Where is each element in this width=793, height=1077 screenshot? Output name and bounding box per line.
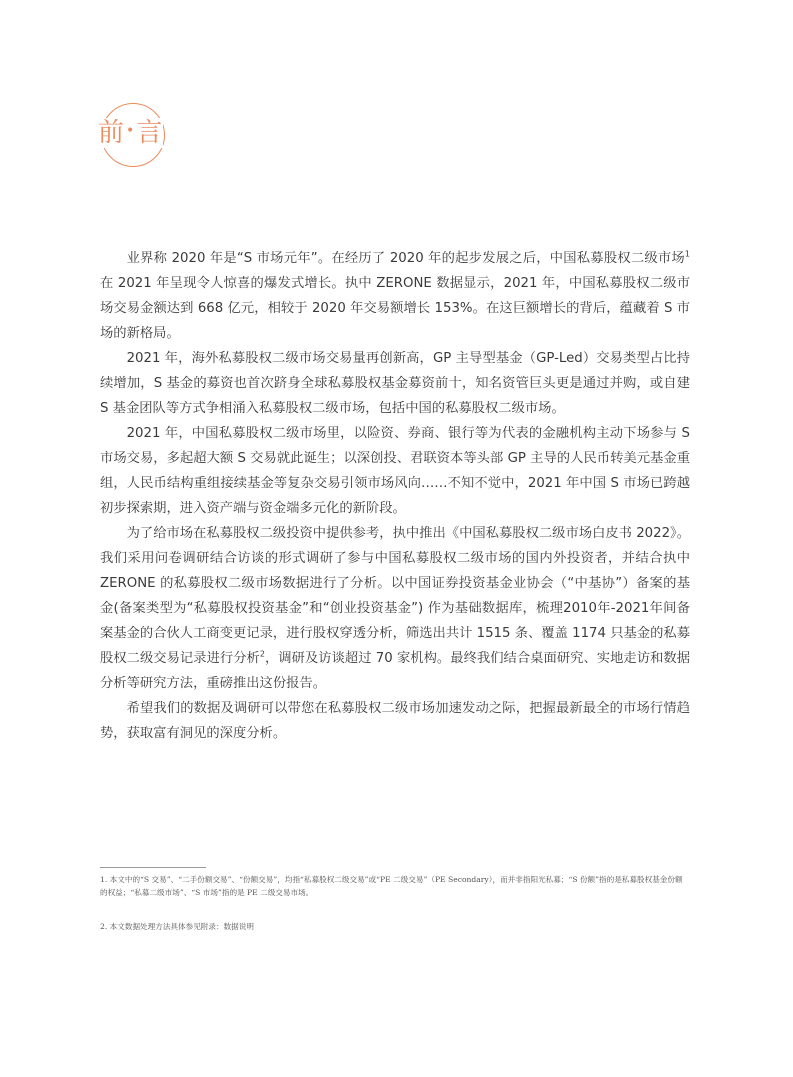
paragraph-4-part-a: 为了给市场在私募股权二级投资中提供参考，执中推出《中国私募股权二级市场白皮书 2022》。我们采用问卷调研结合访谈的形式调研了参与中国私募股权二级市场的国内外投资者，并结合执中 ZERONE 的私募股权二级市场数据进行了分析。以中国证券投资基金业协会（“中基协”）备案的基金(备案类型为“私募股权投资基金”和“创业投资基金”) 作为基础数据库，梳理2010年-2021年间备案基金的合伙人工商变更记录，进行股权穿透分析，筛选出共计 1515 条、覆盖 1174 只基金的私募股权二级交易记录进行分析: [100, 526, 690, 666]
paragraph-1-part-b: 在 2021 年呈现令人惊喜的爆发式增长。执中 ZERONE 数据显示，2021 年，中国私募股权二级市场交易金额达到 668 亿元，相较于 2020 年交易额增长 153%。在这巨额增长的背后，蕴藏着 S 市场的新格局。: [100, 276, 690, 341]
preface-heading: [98, 103, 188, 169]
body-text: [100, 246, 690, 746]
paragraph-1: [100, 246, 690, 346]
footnote-divider: [100, 867, 206, 868]
paragraph-4-part-b: ，调研及访谈超过 70 家机构。最终我们结合桌面研究、实地走访和数据分析等研究方法，重磅推出这份报告。: [100, 651, 691, 691]
paragraph-1-part-a: 业界称 2020 年是“S 市场元年”。在经历了 2020 年的起步发展之后，中国私募股权二级市场: [126, 251, 685, 266]
paragraph-2: 2021 年，海外私募股权二级市场交易量再创新高，GP 主导型基金（GP-Led）交易类型占比持续增加，S 基金的募资也首次跻身全球私募股权基金募资前十，知名资管巨头更是通过并购，或自建 S 基金团队等方式争相涌入私募股权二级市场，包括中国的私募股权二级市场。: [100, 351, 690, 416]
footnote-1: 1. 本文中的“S 交易”、“二手份额交易”、“份额交易”，均指“私募股权二级交易”或“PE 二级交易”（PE Secondary），而并非指阳光私募；“S 份额”指的是私募股权基金份额的权益；“私募二级市场”、“S 市场”指的是 PE 二级交易市场。: [100, 875, 683, 897]
footnote-ref-1: 1: [684, 249, 690, 259]
heading-char-2: 言: [136, 118, 164, 148]
paragraph-5: 希望我们的数据及调研可以带您在私募股权二级市场加速发动之际，把握最新最全的市场行情趋势，获取富有洞见的深度分析。: [100, 701, 690, 741]
footnote-2: 2. 本文数据处理方法具体参见附录：数据说明: [100, 922, 254, 931]
heading-title: [98, 116, 163, 151]
heading-char-1: 前: [98, 118, 126, 148]
heading-dot: •: [126, 123, 136, 139]
footnotes: [100, 873, 690, 933]
footnote-ref-2: 2: [259, 649, 265, 659]
paragraph-3: 2021 年，中国私募股权二级市场里，以险资、券商、银行等为代表的金融机构主动下场参与 S 市场交易，多起超大额 S 交易就此诞生；以深创投、君联资本等头部 GP 主导的人民币转美元基金重组，人民币结构重组接续基金等复杂交易引领市场风向……不知不觉中，2021 年中国 S 市场已跨越初步探索期，进入资产端与资金端多元化的新阶段。: [100, 426, 690, 516]
paragraph-4: [100, 521, 690, 696]
